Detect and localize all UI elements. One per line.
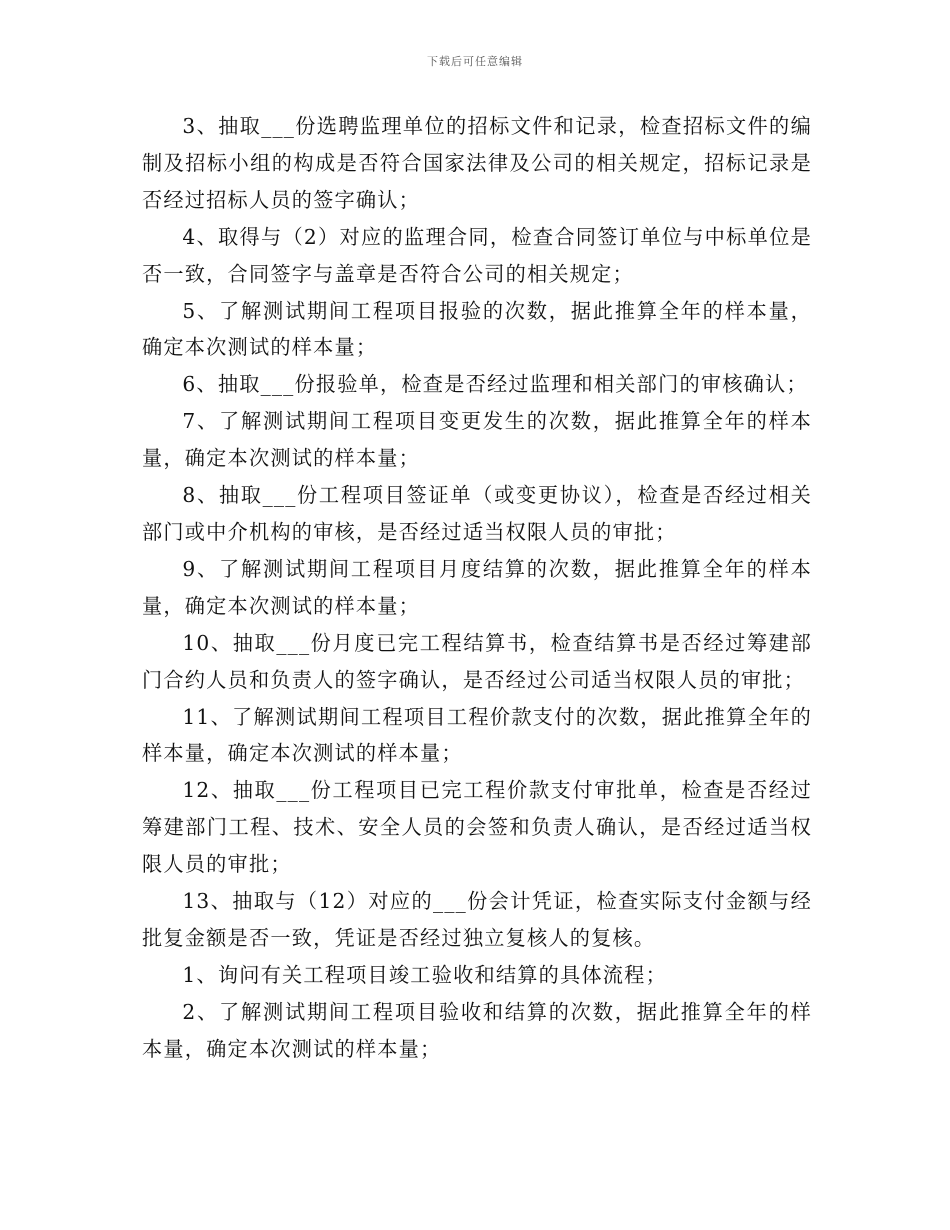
- paragraph-13: 13、抽取与（12）对应的___份会计凭证，检查实际支付金额与经批复金额是否一致，凭证是否经过独立复核人的复核。: [142, 889, 812, 950]
- paragraph-b2: 2、了解测试期间工程项目验收和结算的次数，据此推算全年的样本量，确定本次测试的样本量；: [142, 999, 812, 1061]
- paragraph-10: 10、抽取___份月度已完工程结算书，检查结算书是否经过筹建部门合约人员和负责人的签字确认，是否经过公司适当权限人员的审批；: [142, 630, 812, 692]
- paragraph-12: 12、抽取___份工程项目已完工程价款支付审批单，检查是否经过筹建部门工程、技术、安全人员的会签和负责人确认，是否经过适当权限人员的审批；: [142, 778, 812, 877]
- paragraph-6: 6、抽取___份报验单，检查是否经过监理和相关部门的审核确认；: [182, 372, 808, 397]
- paragraph-8: 8、抽取___份工程项目签证单（或变更协议），检查是否经过相关部门或中介机构的审核，是否经过适当权限人员的审批；: [142, 483, 812, 544]
- paragraph-9: 9、了解测试期间工程项目月度结算的次数，据此推算全年的样本量，确定本次测试的样本量；: [142, 556, 812, 618]
- paragraph-11: 11、了解测试期间工程项目工程价款支付的次数，据此推算全年的样本量，确定本次测试的样本量；: [142, 704, 812, 766]
- paragraph-3: 3、抽取___份选聘监理单位的招标文件和记录，检查招标文件的编制及招标小组的构成是否符合国家法律及公司的相关规定，招标记录是否经过招标人员的签字确认；: [142, 114, 812, 212]
- paragraph-5: 5、了解测试期间工程项目报验的次数，据此推算全年的样本量，确定本次测试的样本量；: [142, 298, 812, 360]
- document-body: [142, 108, 812, 1068]
- page-header: 下载后可任意编辑: [427, 55, 523, 68]
- paragraph-4: 4、取得与（2）对应的监理合同，检查合同签订单位与中标单位是否一致，合同签字与盖章是否符合公司的相关规定；: [142, 224, 812, 286]
- paragraph-b1: 1、询问有关工程项目竣工验收和结算的具体流程；: [182, 962, 667, 987]
- paragraph-7: 7、了解测试期间工程项目变更发生的次数，据此推算全年的样本量，确定本次测试的样本量；: [142, 409, 812, 471]
